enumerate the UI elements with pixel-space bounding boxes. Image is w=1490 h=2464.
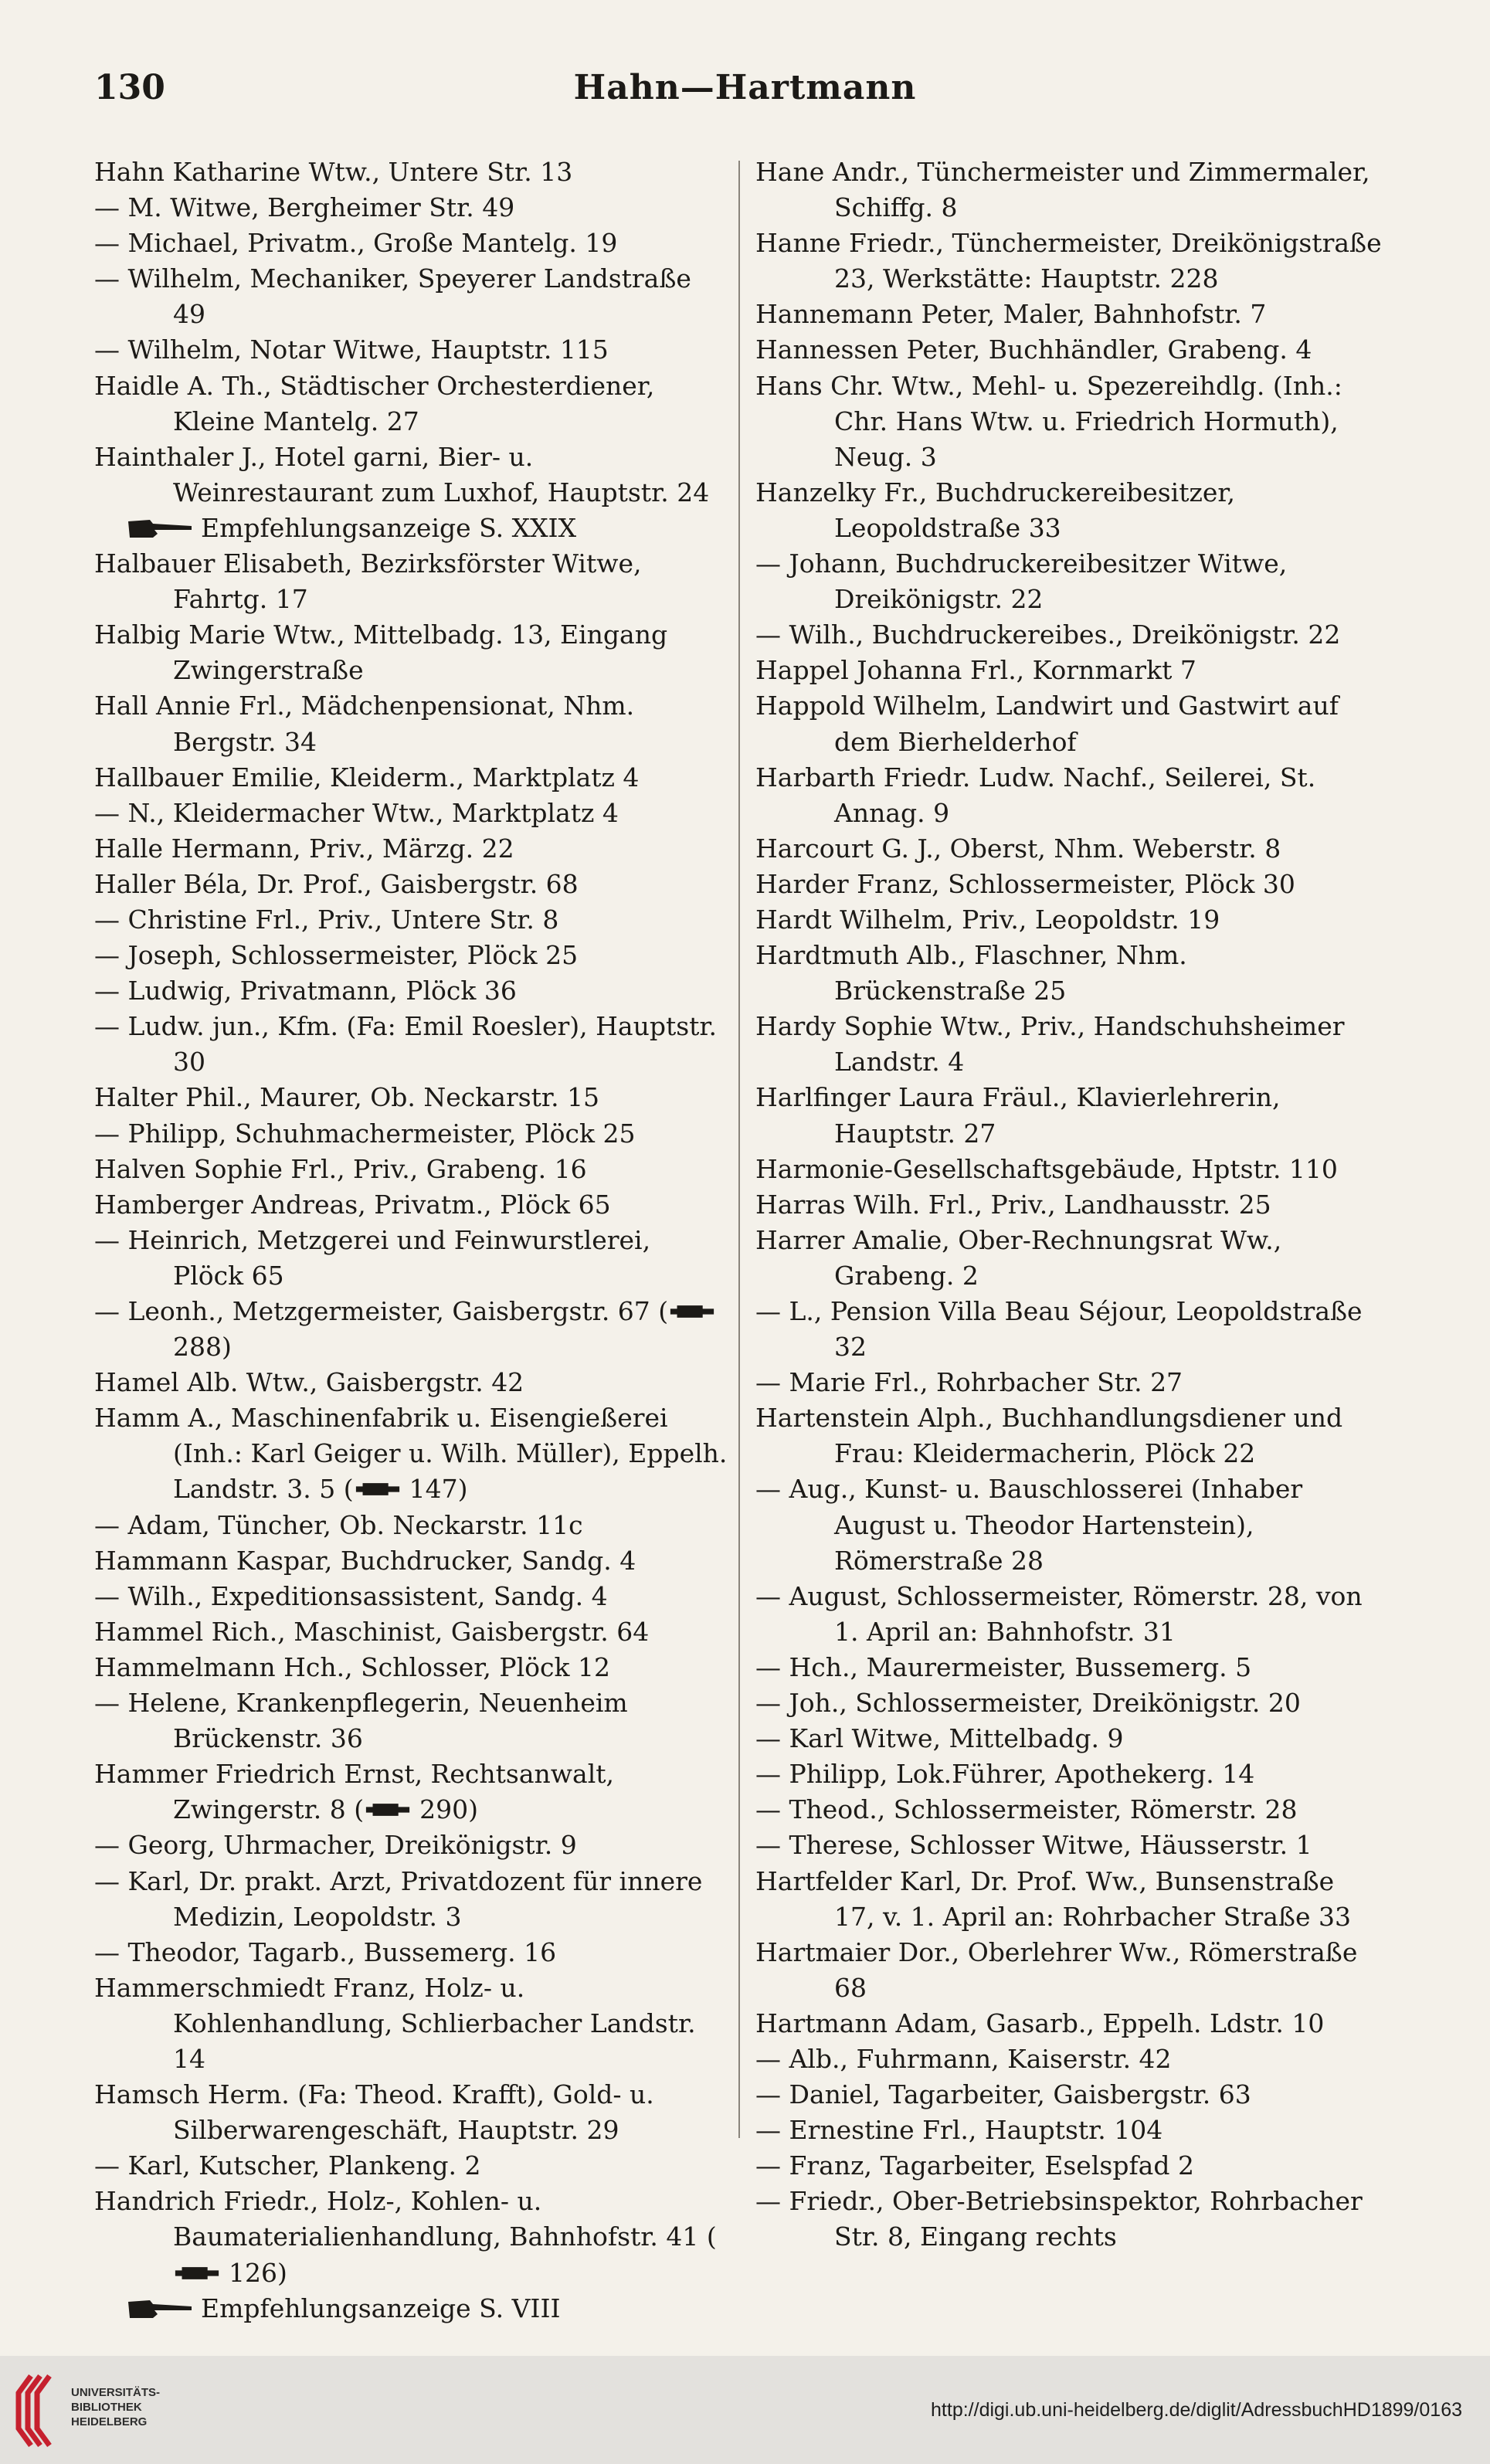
entry-text: — Alb., Fuhrmann, Kaiserstr. 42: [755, 2043, 1172, 2074]
entry-text: Hamm A., Maschinenfabrik u. Eisengießerei (Inh.: Karl Geiger u. Wilh. Müller), Eppelh. Landstr. 3. 5: [94, 1403, 728, 1505]
entry-text: Hainthaler J., Hotel garni, Bier- u. Weinrestaurant zum Luxhof, Hauptstr. 24: [94, 441, 710, 507]
directory-entry: Hammer Friedrich Ernst, Rechtsanwalt, Zwingerstr. 8 ( 290): [94, 1759, 615, 1825]
directory-entry: [755, 2184, 1383, 2255]
entry-text: Harmonie-Gesellschaftsgebäude, Hptstr. 110: [755, 1153, 1338, 1184]
entry-text: Hartmaier Dor., Oberlehrer Ww., Römerstraße 68: [755, 1936, 1358, 2003]
entry-text: — Ernestine Frl., Hauptstr. 104: [755, 2115, 1163, 2146]
entry-text: Happold Wilhelm, Landwirt und Gastwirt auf dem Bierhelderhof: [755, 691, 1339, 757]
entry-text: — Georg, Uhrmacher, Dreikönigstr. 9: [94, 1830, 577, 1861]
page-number: 130: [94, 68, 165, 107]
entry-text: — Daniel, Tagarbeiter, Gaisbergstr. 63: [755, 2079, 1251, 2110]
advertisement-reference: [94, 511, 728, 546]
entry-text: — Franz, Tagarbeiter, Eselspfad 2: [755, 2150, 1194, 2181]
right-column: [755, 154, 1383, 2255]
entry-text: — Theod., Schlossermeister, Römerstr. 28: [755, 1794, 1298, 1825]
entry-text: — Marie Frl., Rohrbacher Str. 27: [755, 1367, 1183, 1398]
directory-entry: [755, 297, 1383, 332]
library-logo-icon: [14, 2371, 60, 2449]
entry-text: — Leonh., Metzgermeister, Gaisbergstr. 67: [94, 1296, 650, 1326]
directory-entry: [94, 1579, 728, 1614]
directory-entry: [94, 546, 728, 617]
directory-entry: [755, 1009, 1383, 1080]
phone-number: 288: [173, 1332, 222, 1363]
directory-entry: [755, 332, 1383, 368]
entry-text: — August, Schlossermeister, Römerstr. 28, von 1. April an: Bahnhofstr. 31: [755, 1580, 1363, 1647]
entry-text: Halbauer Elisabeth, Bezirksförster Witwe, Fahrtg. 17: [94, 548, 642, 615]
directory-entry: [755, 1579, 1383, 1650]
entry-text: Hall Annie Frl., Mädchenpensionat, Nhm. Bergstr. 34: [94, 691, 635, 757]
library-name-line: BIBLIOTHEK: [71, 2401, 142, 2414]
directory-entry: [755, 1471, 1383, 1578]
entry-text: Hammerschmiedt Franz, Holz- u. Kohlenhandlung, Schlierbacher Landstr. 14: [94, 1972, 696, 2074]
entry-text: Hardt Wilhelm, Priv., Leopoldstr. 19: [755, 904, 1220, 935]
entry-text: Halbig Marie Wtw., Mittelbadg. 13, Eingang Zwingerstraße: [94, 619, 668, 686]
directory-entry: [755, 760, 1383, 831]
entry-text: Handrich Friedr., Holz-, Kohlen- u. Baumaterialienhandlung, Bahnhofstr. 41: [94, 2186, 699, 2252]
directory-entry: [755, 1400, 1383, 1471]
directory-entry: [755, 1080, 1383, 1151]
directory-entry: [755, 2041, 1383, 2077]
directory-entry: [755, 831, 1383, 867]
entry-text: Harbarth Friedr. Ludw. Nachf., Seilerei, St. Annag. 9: [755, 762, 1316, 828]
entry-text: Hartfelder Karl, Dr. Prof. Ww., Bunsenstraße 17, v. 1. April an: Rohrbacher Straße 33: [755, 1865, 1351, 1932]
directory-entry: [94, 368, 728, 440]
phone-number: 290: [419, 1794, 469, 1825]
telephone-icon: [364, 1798, 412, 1821]
directory-entry: [755, 1864, 1383, 1935]
directory-entry: [755, 2006, 1383, 2041]
directory-entry: [94, 867, 728, 902]
entry-text: Halven Sophie Frl., Priv., Grabeng. 16: [94, 1153, 587, 1184]
directory-entry: Handrich Friedr., Holz-, Kohlen- u. Baumaterialienhandlung, Bahnhofstr. 41 (126): [94, 2186, 717, 2288]
directory-entry: [755, 1935, 1383, 2006]
directory-entry: [94, 1223, 728, 1294]
directory-entry: [94, 440, 728, 511]
directory-entry: [755, 2113, 1383, 2148]
entry-text: — Joh., Schlossermeister, Dreikönigstr. 20: [755, 1688, 1301, 1719]
entry-text: Haidle A. Th., Städtischer Orchesterdiener, Kleine Mantelg. 27: [94, 370, 655, 436]
entry-text: — Theodor, Tagarb., Bussemerg. 16: [94, 1936, 557, 1967]
directory-entry: [94, 796, 728, 831]
directory-entry: [94, 688, 728, 759]
viewer-footer: [0, 2356, 1490, 2464]
telephone-icon: [668, 1300, 716, 1323]
entry-text: Hannessen Peter, Buchhändler, Grabeng. 4: [755, 334, 1312, 365]
entry-text: — Wilh., Buchdruckereibes., Dreikönigstr. 22: [755, 619, 1341, 650]
entry-text: — N., Kleidermacher Wtw., Marktplatz 4: [94, 797, 619, 828]
directory-entry: [755, 938, 1383, 1009]
entry-text: — Ludwig, Privatmann, Plöck 36: [94, 976, 517, 1006]
directory-entry: [94, 1152, 728, 1187]
directory-entry: [94, 760, 728, 796]
entry-text: Hamel Alb. Wtw., Gaisbergstr. 42: [94, 1367, 524, 1398]
entry-text: Hanne Friedr., Tünchermeister, Dreikönigstraße 23, Werkstätte: Hauptstr. 228: [755, 228, 1382, 294]
directory-entry: [94, 1650, 728, 1685]
entry-text: — Christine Frl., Priv., Untere Str. 8: [94, 904, 559, 935]
entry-text: Hanzelky Fr., Buchdruckereibesitzer, Leopoldstraße 33: [755, 477, 1236, 543]
entry-text: — M. Witwe, Bergheimer Str. 49: [94, 192, 515, 223]
directory-entry: [755, 1650, 1383, 1685]
entry-text: — Adam, Tüncher, Ob. Neckarstr. 11c: [94, 1509, 583, 1540]
entry-text: — Heinrich, Metzgerei und Feinwurstlerei, Plöck 65: [94, 1224, 651, 1291]
entry-text: — Karl, Kutscher, Plankeng. 2: [94, 2150, 481, 2181]
directory-entry: [94, 902, 728, 938]
entry-text: Empfehlungsanzeige S. XXIX: [201, 512, 577, 543]
directory-entry: [755, 2077, 1383, 2113]
entry-text: Hans Chr. Wtw., Mehl- u. Spezereihdlg. (Inh.: Chr. Hans Wtw. u. Friedrich Hormuth), Neug. 3: [755, 370, 1342, 472]
entry-text: Harcourt G. J., Oberst, Nhm. Weberstr. 8: [755, 833, 1281, 864]
entry-text: Halter Phil., Maurer, Ob. Neckarstr. 15: [94, 1082, 600, 1113]
directory-entry: [755, 867, 1383, 902]
pointing-hand-icon: [127, 517, 193, 540]
directory-entry: [755, 1365, 1383, 1400]
entry-text: — Michael, Privatm., Große Mantelg. 19: [94, 228, 618, 259]
directory-entry: [755, 1792, 1383, 1828]
entry-text: Hahn Katharine Wtw., Untere Str. 13: [94, 157, 573, 187]
directory-entry: [755, 688, 1383, 759]
directory-entry: [755, 1756, 1383, 1792]
directory-entry: [94, 1685, 728, 1756]
running-title: Hahn—Hartmann: [573, 68, 917, 107]
directory-entry: [94, 154, 728, 190]
entry-text: Hardy Sophie Wtw., Priv., Handschuhsheimer Landstr. 4: [755, 1011, 1345, 1078]
library-name-line: HEIDELBERG: [71, 2415, 148, 2428]
entry-text: — Karl, Dr. prakt. Arzt, Privatdozent für innere Medizin, Leopoldstr. 3: [94, 1865, 703, 1932]
entry-text: Halle Hermann, Priv., Märzg. 22: [94, 833, 514, 864]
entry-text: Harlfinger Laura Fräul., Klavierlehrerin, Hauptstr. 27: [755, 1082, 1281, 1149]
entry-text: Hardtmuth Alb., Flaschner, Nhm. Brückenstraße 25: [755, 940, 1187, 1006]
entry-text: Hammelmann Hch., Schlosser, Plöck 12: [94, 1651, 610, 1682]
entry-text: — Helene, Krankenpflegerin, Neuenheim Brückenstr. 36: [94, 1688, 628, 1754]
directory-entry: [94, 261, 728, 332]
entry-text: Haller Béla, Dr. Prof., Gaisbergstr. 68: [94, 868, 579, 899]
entry-text: — Aug., Kunst- u. Bauschlosserei (Inhaber August u. Theodor Hartenstein), Römerstraße 28: [755, 1474, 1303, 1576]
entry-text: Hannemann Peter, Maler, Bahnhofstr. 7: [755, 299, 1267, 330]
directory-entry: [94, 332, 728, 368]
directory-entry: [94, 938, 728, 973]
entry-text: — Joseph, Schlossermeister, Plöck 25: [94, 940, 579, 971]
directory-entry: [94, 831, 728, 867]
directory-entry: [755, 154, 1383, 226]
entry-text: Hamberger Andreas, Privatm., Plöck 65: [94, 1189, 611, 1220]
entry-text: Hallbauer Emilie, Kleiderm., Marktplatz 4: [94, 762, 640, 792]
directory-entry: [755, 226, 1383, 297]
entry-text: — Philipp, Lok.Führer, Apothekerg. 14: [755, 1759, 1255, 1790]
entry-text: Hartenstein Alph., Buchhandlungsdiener und Frau: Kleidermacherin, Plöck 22: [755, 1403, 1343, 1469]
entry-text: — Wilhelm, Notar Witwe, Hauptstr. 115: [94, 334, 609, 365]
entry-text: — Friedr., Ober-Betriebsinspektor, Rohrbacher Str. 8, Eingang rechts: [755, 2186, 1363, 2252]
directory-entry: [755, 2148, 1383, 2184]
entry-text: Happel Johanna Frl., Kornmarkt 7: [755, 655, 1196, 686]
directory-entry: [755, 546, 1383, 617]
directory-entry: [755, 1685, 1383, 1721]
entry-text: Hammel Rich., Maschinist, Gaisbergstr. 64: [94, 1616, 650, 1647]
phone-number: 126: [229, 2257, 277, 2288]
library-name-line: UNIVERSITÄTS-: [71, 2386, 161, 2399]
entry-text: — Hch., Maurermeister, Bussemerg. 5: [755, 1651, 1252, 1682]
entry-text: — Ludw. jun., Kfm. (Fa: Emil Roesler), Hauptstr. 30: [94, 1011, 718, 1078]
directory-entry: [94, 973, 728, 1009]
directory-entry: [94, 617, 728, 688]
directory-entry: [94, 1935, 728, 1970]
directory-entry: [755, 653, 1383, 688]
left-column: [94, 154, 728, 2327]
entry-text: — L., Pension Villa Beau Séjour, Leopoldstraße 32: [755, 1296, 1363, 1363]
directory-entry: [94, 2077, 728, 2148]
pointing-hand-icon: [127, 2297, 193, 2320]
entry-text: Harder Franz, Schlossermeister, Plöck 30: [755, 868, 1295, 899]
entry-text: Hane Andr., Tünchermeister und Zimmermaler, Schiffg. 8: [755, 157, 1370, 223]
directory-entry: [755, 1828, 1383, 1863]
directory-entry: [94, 1187, 728, 1223]
advertisement-reference: [94, 2291, 728, 2327]
directory-entry: [94, 1508, 728, 1543]
entry-text: — Wilhelm, Mechaniker, Speyerer Landstraße 49: [94, 263, 691, 330]
page-header: [0, 68, 1490, 122]
directory-entry: [94, 1614, 728, 1650]
entry-text: — Johann, Buchdruckereibesitzer Witwe, Dreikönigstr. 22: [755, 548, 1288, 615]
directory-entry: [94, 226, 728, 261]
entry-text: Hartmann Adam, Gasarb., Eppelh. Ldstr. 10: [755, 2008, 1325, 2038]
directory-entry: [94, 1828, 728, 1863]
entry-text: Harras Wilh. Frl., Priv., Landhausstr. 25: [755, 1189, 1271, 1220]
entry-text: — Philipp, Schuhmachermeister, Plöck 25: [94, 1118, 636, 1149]
directory-entry: [94, 1864, 728, 1935]
entry-text: Empfehlungsanzeige S. VIII: [201, 2293, 561, 2323]
directory-entry: [755, 475, 1383, 546]
entry-text: Harrer Amalie, Ober-Rechnungsrat Ww., Grabeng. 2: [755, 1224, 1282, 1291]
entry-text: Hamsch Herm. (Fa: Theod. Krafft), Gold- u. Silberwarengeschäft, Hauptstr. 29: [94, 2079, 654, 2146]
entry-text: Hammann Kaspar, Buchdrucker, Sandg. 4: [94, 1545, 636, 1576]
entry-text: — Therese, Schlosser Witwe, Häusserstr. 1: [755, 1830, 1312, 1861]
phone-number: 147: [409, 1474, 458, 1505]
directory-entry: [755, 368, 1383, 475]
directory-entry: [94, 1080, 728, 1115]
directory-entry: [94, 190, 728, 226]
directory-entry: [94, 1970, 728, 2077]
telephone-icon: [354, 1478, 402, 1501]
source-url-link[interactable]: http://digi.ub.uni-heidelberg.de/diglit/AdressbuchHD1899/0163: [931, 2399, 1462, 2421]
telephone-icon: [173, 2262, 221, 2285]
column-divider: [738, 161, 740, 2138]
directory-entry: [94, 1365, 728, 1400]
directory-entry: [94, 1009, 728, 1080]
directory-entry: [755, 1721, 1383, 1756]
directory-entry: — Leonh., Metzgermeister, Gaisbergstr. 67 (288): [94, 1294, 728, 1365]
entry-text: — Wilh., Expeditionsassistent, Sandg. 4: [94, 1580, 608, 1611]
entry-text: Hammer Friedrich Ernst, Rechtsanwalt, Zwingerstr. 8: [94, 1759, 615, 1825]
directory-entry: [94, 1543, 728, 1579]
directory-entry: [755, 902, 1383, 938]
directory-entry: [94, 1116, 728, 1152]
directory-entry: [755, 617, 1383, 653]
directory-entry: [755, 1223, 1383, 1294]
directory-entry: Hamm A., Maschinenfabrik u. Eisengießerei (Inh.: Karl Geiger u. Wilh. Müller), Eppelh. Landstr. 3. 5 ( 147): [94, 1403, 728, 1505]
directory-entry: [94, 2148, 728, 2184]
library-name: [71, 2385, 160, 2429]
entry-text: — Karl Witwe, Mittelbadg. 9: [755, 1723, 1124, 1754]
directory-entry: [755, 1152, 1383, 1187]
directory-entry: [755, 1187, 1383, 1223]
directory-entry: [755, 1294, 1383, 1365]
